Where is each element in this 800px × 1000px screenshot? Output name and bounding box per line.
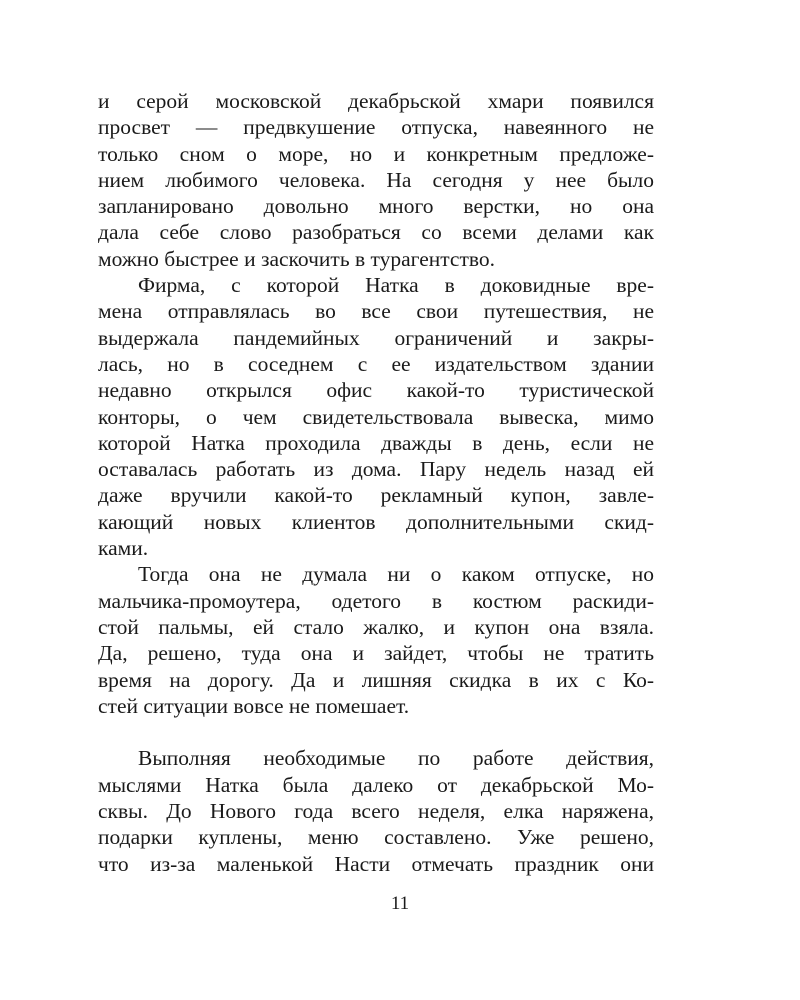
text-line: время на дорогу. Да и лишняя скидка в их с Ко- [98,667,654,692]
text-line: Да, решено, туда она и зайдет, чтобы не тратить [98,641,654,666]
text-line: подарки куплены, меню составлено. Уже решено, [98,825,654,850]
text-line: нием любимого человека. На сегодня у нее было [98,167,654,192]
text-line: запланировано довольно много верстки, но она [98,194,654,219]
text-line: Выполняя необходимые по работе действия, [138,746,654,771]
text-line: лась, но в соседнем с ее издательством здании [98,351,654,376]
section-break [98,719,654,745]
text-line: стой пальмы, ей стало жалко, и купон она взяла. [98,614,654,639]
text-line: выдержала пандемийных ограничений и закры- [98,325,654,350]
text-line: дала себе слово разобраться со всеми делами как [98,220,654,245]
text-line: просвет — предвкушение отпуска, навеянного не [98,115,654,140]
text-line: даже вручили какой-то рекламный купон, завле- [98,483,654,508]
text-line: и серой московской декабрьской хмари появился [98,89,654,113]
text-line: кающий новых клиентов дополнительными скид- [98,509,654,534]
text-line: мена отправлялась во все свои путешествия, не [98,299,654,324]
text-line: мыслями Натка была далеко от декабрьской Мо- [98,772,654,797]
text-line: только сном о море, но и конкретным предложе- [98,141,654,166]
text-line: сквы. До Нового года всего неделя, елка наряжена, [98,799,654,824]
text-line: оставалась работать из дома. Пару недель назад ей [98,457,654,482]
text-line: Тогда она не думала ни о каком отпуске, но [138,562,654,587]
text-line: можно быстрее и заскочить в турагентство. [98,246,495,271]
paragraph [98,272,654,561]
book-page-text [98,88,654,877]
text-line: конторы, о чем свидетельствовала вывеска, мимо [98,404,654,429]
text-line: недавно открылся офис какой-то туристической [98,378,654,403]
text-line: что из-за маленькой Насти отмечать праздник они [98,851,654,876]
paragraph [98,88,654,272]
page-number: 11 [390,893,410,914]
paragraph [98,745,654,876]
text-line: ками. [98,536,149,561]
text-line: мальчика-промоутера, одетого в костюм раскиди- [98,588,654,613]
text-line: Фирма, с которой Натка в доковидные вре- [138,273,654,298]
text-line: стей ситуации вовсе не помешает. [98,693,410,718]
text-line: которой Натка проходила дважды в день, если не [98,430,654,455]
paragraph [98,561,654,719]
